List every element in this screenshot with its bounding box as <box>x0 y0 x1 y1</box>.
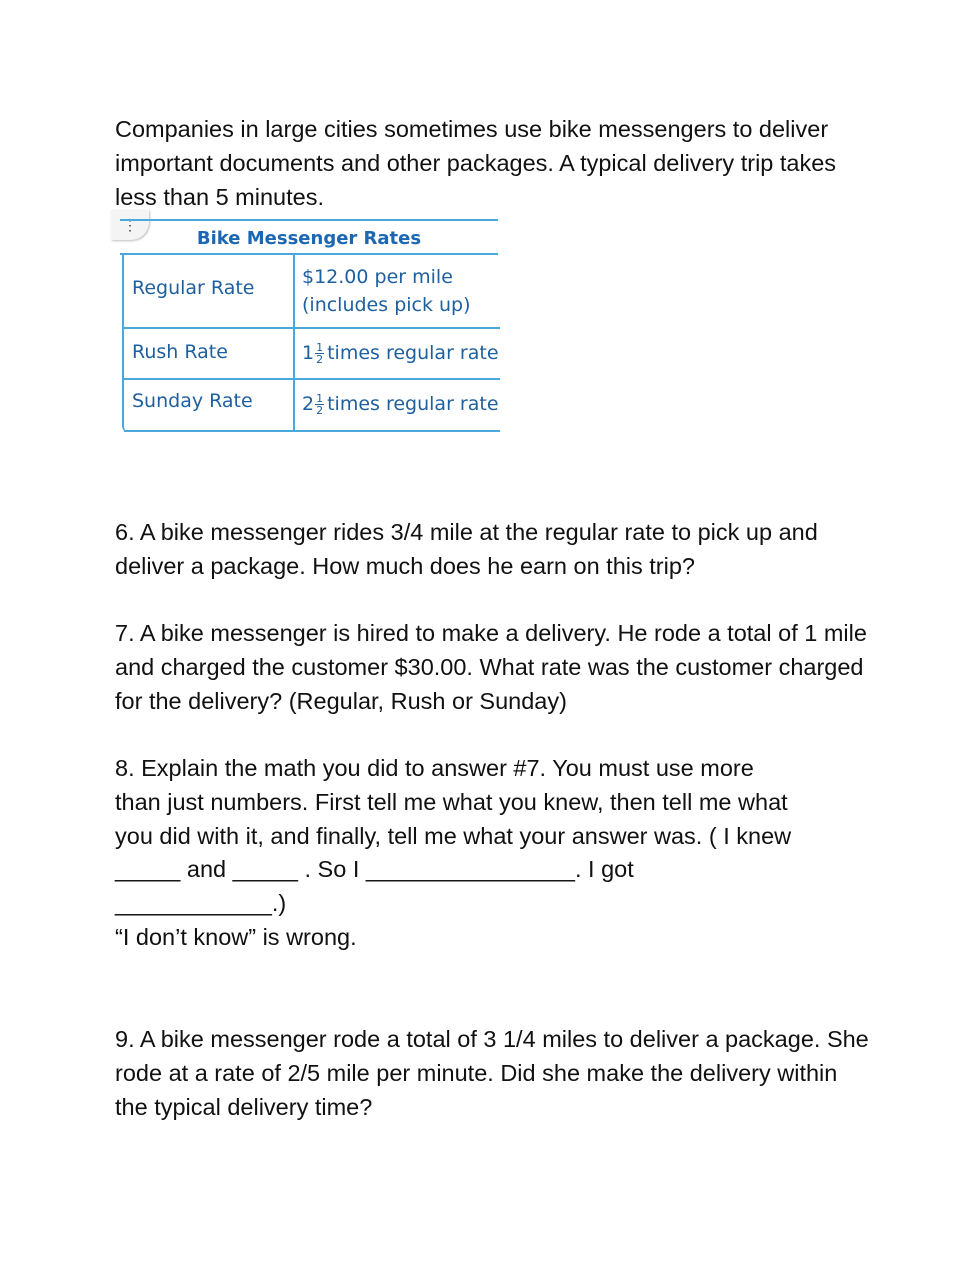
bike-messenger-rates-table <box>120 219 498 432</box>
row-label: Regular Rate <box>132 277 255 299</box>
table-row <box>124 380 500 432</box>
table-row <box>124 329 500 380</box>
denominator: 2 <box>316 353 324 366</box>
value-text: times regular rate <box>327 342 499 364</box>
q8-line: ____________.) <box>115 890 287 917</box>
row-value <box>302 263 471 319</box>
row-value <box>302 390 499 418</box>
question-7: 7. A bike messenger is hired to make a delivery. He rode a total of 1 mile and charged the customer $30.00. What rate was the customer charged for the delivery? (Regular, Rush or Sunday) <box>115 620 874 714</box>
question-9: 9. A bike messenger rode a total of 3 1/4 miles to deliver a package. She rode at a rate of 2/5 mile per minute. Did she make the delivery within the typical delivery time? <box>115 1026 876 1120</box>
question-6: 6. A bike messenger rides 3/4 mile at the regular rate to pick up and deliver a package. How much does he earn on this trip? <box>115 519 825 579</box>
table-title: Bike Messenger Rates <box>120 219 498 255</box>
whole-number: 1 <box>302 342 315 364</box>
row-label: Sunday Rate <box>132 390 253 412</box>
value-line-2: (includes pick up) <box>302 294 471 316</box>
q8-line: 8. Explain the math you did to answer #7. You must use more <box>115 755 754 781</box>
fraction <box>315 342 324 365</box>
intro-paragraph: Companies in large cities sometimes use bike messengers to deliver important documents and other packages. A typical delivery trip takes less than 5 minutes. <box>115 116 843 210</box>
question-8 <box>115 752 875 955</box>
row-label: Rush Rate <box>132 341 228 363</box>
q8-line: _____ and _____ . So I ________________. I got <box>115 856 634 883</box>
denominator: 2 <box>316 404 324 417</box>
table-body <box>122 255 498 432</box>
column-divider <box>293 255 295 432</box>
more-options-icon[interactable]: ⋮ <box>111 210 149 240</box>
table-row <box>124 255 500 329</box>
numerator: 1 <box>316 341 324 354</box>
whole-number: 2 <box>302 393 315 415</box>
fraction <box>315 393 324 416</box>
q8-line: you did with it, and finally, tell me what your answer was. ( I knew <box>115 822 792 849</box>
value-line-1: $12.00 per mile <box>302 266 453 288</box>
row-value <box>302 339 499 367</box>
numerator: 1 <box>316 392 324 405</box>
value-text: times regular rate <box>327 393 499 415</box>
q8-note: “I don’t know” is wrong. <box>115 923 357 950</box>
q8-line: than just numbers. First tell me what you knew, then tell me what <box>115 788 788 815</box>
